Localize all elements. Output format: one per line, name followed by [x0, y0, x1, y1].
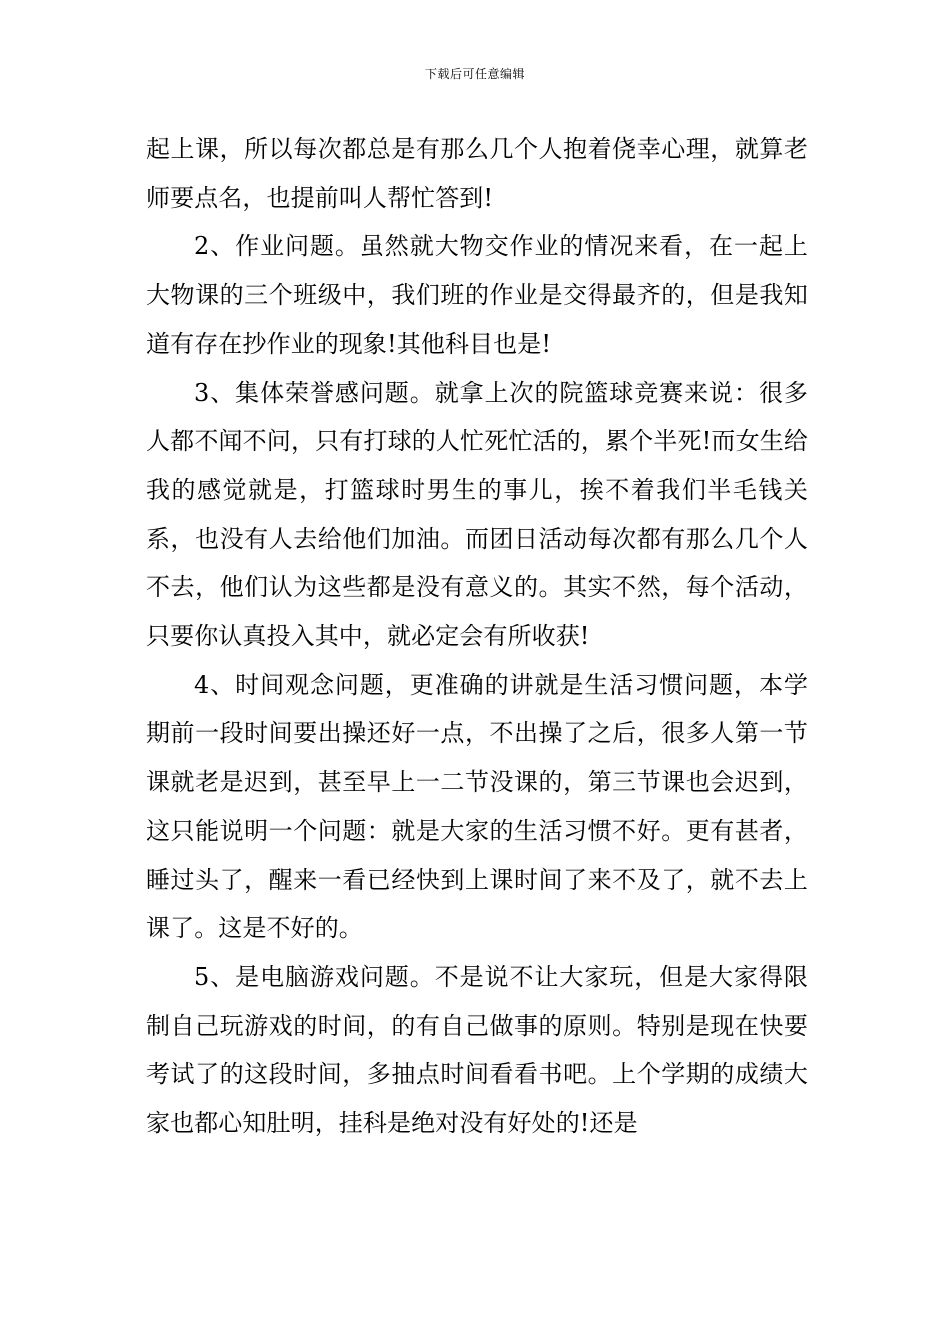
document-body	[146, 125, 808, 1148]
paragraph-computer-games-issue: 5、是电脑游戏问题。不是说不让大家玩，但是大家得限制自己玩游戏的时间，的有自己做事的原则。特别是现在快要考试了的这段时间，多抽点时间看看书吧。上个学期的成绩大家也都心知肚明，挂科是绝对没有好处的!还是	[146, 962, 808, 1138]
page-header: 下载后可任意编辑	[424, 67, 525, 81]
paragraph-collective-honor-issue: 3、集体荣誉感问题。就拿上次的院篮球竞赛来说：很多人都不闻不问，只有打球的人忙死忙活的，累个半死!而女生给我的感觉就是，打篮球时男生的事儿，挨不着我们半毛钱关系，也没有人去给他们加油。而团日活动每次都有那么几个人不去，他们认为这些都是没有意义的。其实不然，每个活动，只要你认真投入其中，就必定会有所收获!	[146, 378, 808, 651]
paragraph-homework-issue: 2、作业问题。虽然就大物交作业的情况来看，在一起上大物课的三个班级中，我们班的作业是交得最齐的，但是我知道有存在抄作业的现象!其他科目也是!	[146, 232, 808, 358]
paragraph-time-management-issue: 4、时间观念问题，更准确的讲就是生活习惯问题，本学期前一段时间要出操还好一点，不出操了之后，很多人第一节课就老是迟到，甚至早上一二节没课的，第三节课也会迟到，这只能说明一个问题：就是大家的生活习惯不好。更有甚者，睡过头了，醒来一看已经快到上课时间了来不及了，就不去上课了。这是不好的。	[146, 670, 808, 943]
paragraph-continuation: 起上课，所以每次都总是有那么几个人抱着侥幸心理，就算老师要点名，也提前叫人帮忙答到!	[146, 135, 808, 212]
